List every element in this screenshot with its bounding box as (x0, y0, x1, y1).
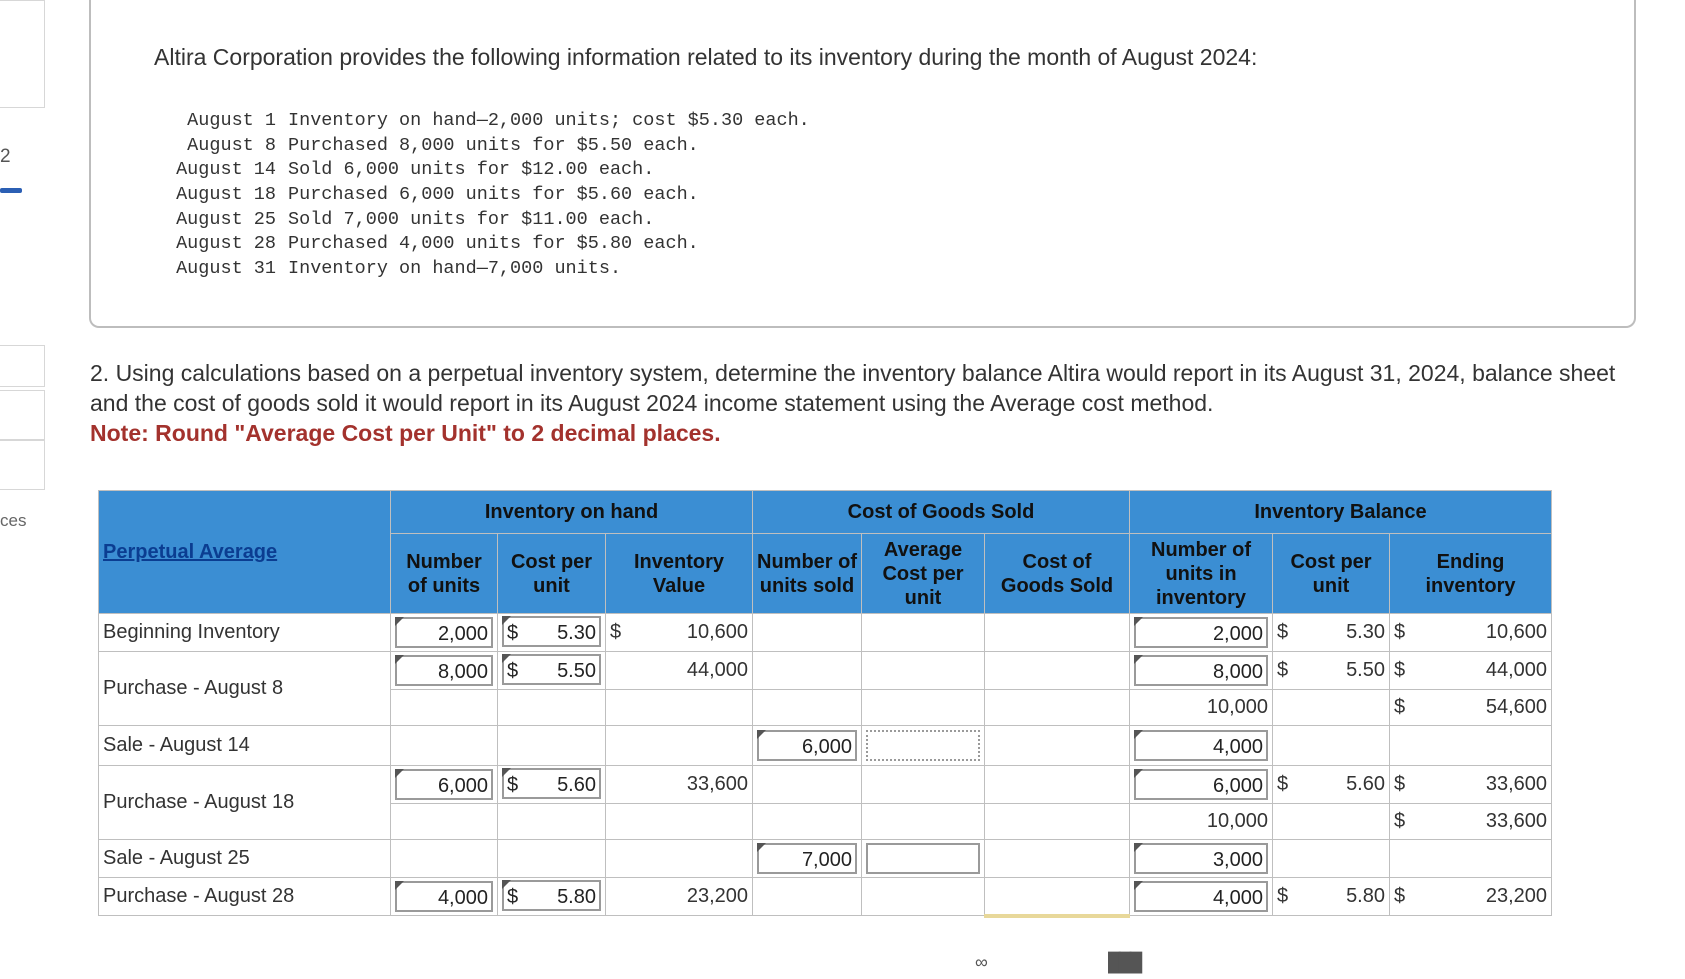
balance-total-units: 10,000 (1130, 690, 1273, 726)
empty-cell (862, 652, 985, 690)
rail-panel (0, 390, 45, 440)
empty-cell (862, 804, 985, 840)
empty-cell (1390, 726, 1552, 766)
empty-cell (1390, 840, 1552, 878)
empty-cell (1273, 726, 1390, 766)
col-header: Cost per unit (1273, 534, 1390, 614)
empty-cell (753, 614, 862, 652)
left-rail (0, 0, 46, 979)
table-row (99, 726, 1552, 766)
empty-cell (391, 690, 498, 726)
empty-cell (985, 726, 1130, 766)
empty-cell (1273, 840, 1390, 878)
empty-cell (391, 726, 498, 766)
transaction-row: August 14 Sold 6,000 units for $12.00 each. (176, 159, 655, 181)
intro-text: Altira Corporation provides the following information related to its inventory during the month of August 2024: (154, 44, 1258, 70)
question-body: 2. Using calculations based on a perpetual inventory system, determine the inventory balance Altira would report in its August 31, 2024, balance sheet and the cost of goods sold it would report in its August 2024 income statement using the Average cost method. (90, 360, 1616, 416)
transaction-row: August 28 Purchased 4,000 units for $5.80 each. (176, 233, 699, 255)
empty-cell (753, 690, 862, 726)
empty-cell (1273, 690, 1390, 726)
row-label: Beginning Inventory (99, 614, 391, 652)
empty-cell (498, 690, 606, 726)
table-row (99, 878, 1552, 916)
row-label: Sale - August 14 (99, 726, 391, 766)
value-cell: 44,000 (606, 652, 753, 690)
balance-units-input[interactable]: 2,000 (1134, 617, 1268, 648)
empty-cell (985, 614, 1130, 652)
col-header: Inventory Value (606, 534, 753, 614)
transaction-row: August 18 Purchased 6,000 units for $5.60 each. (176, 184, 699, 206)
group-header-inventory-balance: Inventory Balance (1130, 491, 1552, 534)
question-note: Note: Round "Average Cost per Unit" to 2 decimal places. (90, 420, 721, 446)
col-header: Ending inventory (1390, 534, 1552, 614)
empty-cell (391, 840, 498, 878)
group-header-cost-of-goods-sold: Cost of Goods Sold (753, 491, 1130, 534)
table-row (99, 614, 1552, 652)
col-header: Number of units sold (753, 534, 862, 614)
empty-cell (985, 690, 1130, 726)
value-cell: 33,600 (606, 766, 753, 804)
balance-total-units: 10,000 (1130, 804, 1273, 840)
balance-total-value: $ 54,600 (1390, 690, 1552, 726)
empty-cell (862, 878, 985, 916)
table-row (99, 766, 1552, 804)
table-row (99, 840, 1552, 878)
avg-cost-input[interactable] (866, 730, 980, 761)
empty-cell (606, 840, 753, 878)
balance-units-input[interactable]: 3,000 (1134, 843, 1268, 874)
current-question-indicator (0, 188, 22, 193)
question-number-nav[interactable]: 2 (0, 146, 11, 167)
empty-cell (498, 804, 606, 840)
row-label: Purchase - August 18 (99, 766, 391, 840)
empty-cell (606, 690, 753, 726)
balance-cost-cell: $ 5.60 (1273, 766, 1390, 804)
avg-cost-input[interactable] (866, 843, 980, 874)
group-header-inventory-on-hand: Inventory on hand (391, 491, 753, 534)
empty-cell (753, 878, 862, 916)
question-text (90, 358, 1650, 448)
perpetual-average-table (98, 490, 1552, 918)
col-header: Cost per unit (498, 534, 606, 614)
balance-units-input[interactable]: 8,000 (1134, 655, 1268, 686)
balance-units-input[interactable]: 4,000 (1134, 881, 1268, 912)
units-input[interactable]: 4,000 (395, 881, 493, 912)
col-header: Cost of Goods Sold (985, 534, 1130, 614)
empty-cell (862, 690, 985, 726)
empty-cell (753, 804, 862, 840)
transaction-row: August 31 Inventory on hand—7,000 units. (176, 258, 622, 280)
balance-value-cell: $ 44,000 (1390, 652, 1552, 690)
balance-total-value: $ 33,600 (1390, 804, 1552, 840)
balance-cost-cell: $ 5.80 (1273, 878, 1390, 916)
units-input[interactable]: 6,000 (395, 769, 493, 800)
row-label: Purchase - August 8 (99, 652, 391, 726)
cogs-total-cell (985, 878, 1130, 916)
resources-link[interactable]: ces (0, 511, 27, 530)
balance-cost-cell: $ 5.50 (1273, 652, 1390, 690)
col-header: Number of units (391, 534, 498, 614)
empty-cell (862, 614, 985, 652)
rail-panel (0, 0, 45, 108)
table-row (99, 652, 1552, 690)
balance-value-cell: $ 23,200 (1390, 878, 1552, 916)
transaction-row: August 1 Inventory on hand—2,000 units; cost $5.30 each. (187, 110, 810, 131)
empty-cell (606, 804, 753, 840)
empty-cell (985, 652, 1130, 690)
transaction-list (168, 110, 810, 283)
empty-cell (753, 652, 862, 690)
balance-value-cell: $ 33,600 (1390, 766, 1552, 804)
value-cell: 23,200 (606, 878, 753, 916)
balance-units-input[interactable]: 4,000 (1134, 730, 1268, 761)
empty-cell (391, 804, 498, 840)
empty-cell (862, 766, 985, 804)
empty-cell (1273, 804, 1390, 840)
grid-icon[interactable]: ███ (1108, 952, 1141, 972)
link-icon[interactable]: ∞ (975, 952, 988, 972)
balance-cost-cell: $ 5.30 (1273, 614, 1390, 652)
table-corner-title[interactable]: Perpetual Average (99, 491, 391, 614)
cost-input[interactable]: $ 5.60 (502, 768, 601, 799)
row-label: Sale - August 25 (99, 840, 391, 878)
empty-cell (498, 726, 606, 766)
transaction-row: August 8 Purchased 8,000 units for $5.50 each. (187, 134, 699, 156)
units-input[interactable]: 2,000 (395, 617, 493, 648)
cost-input[interactable]: $ 5.80 (502, 880, 601, 911)
units-input[interactable]: 8,000 (395, 655, 493, 686)
balance-value-cell: $ 10,600 (1390, 614, 1552, 652)
empty-cell (753, 766, 862, 804)
empty-cell (985, 766, 1130, 804)
value-cell: $ 10,600 (606, 614, 753, 652)
rail-panel (0, 440, 45, 490)
col-header: Average Cost per unit (862, 534, 985, 614)
empty-cell (498, 840, 606, 878)
empty-cell (606, 726, 753, 766)
empty-cell (985, 804, 1130, 840)
empty-cell (985, 840, 1130, 878)
cost-input[interactable]: $ 5.30 (502, 616, 601, 647)
transaction-row: August 25 Sold 7,000 units for $11.00 each. (176, 208, 655, 230)
col-header: Number of units in inventory (1130, 534, 1273, 614)
units-sold-input[interactable]: 6,000 (757, 730, 857, 761)
cost-input[interactable]: $ 5.50 (502, 654, 601, 685)
balance-units-input[interactable]: 6,000 (1134, 769, 1268, 800)
row-label: Purchase - August 28 (99, 878, 391, 916)
rail-panel (0, 345, 45, 387)
units-sold-input[interactable]: 7,000 (757, 843, 857, 874)
